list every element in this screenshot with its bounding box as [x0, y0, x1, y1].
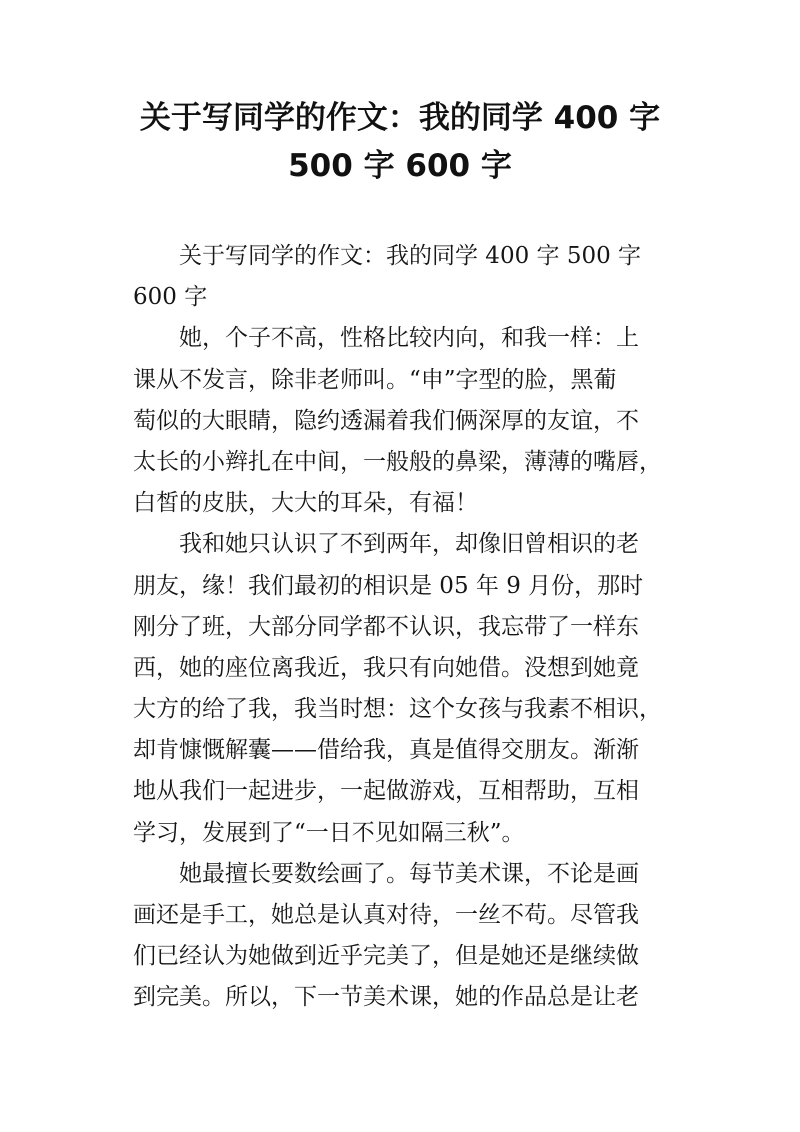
paragraph-2-line-5: 白皙的皮肤，大大的耳朵，有福！ [133, 490, 478, 517]
paragraph-3-line-6: 却肯慷慨解囊——借给我，真是值得交朋友。渐渐 [133, 737, 639, 764]
paragraph-1-line-2: 600 字 [133, 284, 208, 311]
paragraph-3-line-7: 地从我们一起进步，一起做游戏，互相帮助，互相 [133, 778, 639, 805]
paragraph-3-line-5: 大方的给了我，我当时想：这个女孩与我素不相识， [133, 696, 662, 723]
paragraph-3-line-2: 朋友，缘！我们最初的相识是 05 年 9 月份，那时 [133, 572, 644, 599]
paragraph-2-line-3: 萄似的大眼睛，隐约透漏着我们俩深厚的友谊，不 [133, 407, 639, 434]
paragraph-3-line-3: 刚分了班，大部分同学都不认识，我忘带了一样东 [133, 613, 639, 640]
paragraph-1-line-1: 关于写同学的作文：我的同学 400 字 500 字 [179, 243, 642, 269]
paragraph-4-line-4: 到完美。所以，下一节美术课，她的作品总是让老 [133, 984, 639, 1011]
title-line-1: 关于写同学的作文：我的同学 400 字 [139, 100, 661, 136]
paragraph-2-line-4: 太长的小辫扎在中间，一般般的鼻梁，薄薄的嘴唇， [133, 448, 662, 475]
paragraph-2-line-2: 课从不发言，除非老师叫。“申”字型的脸，黑葡 [133, 366, 617, 393]
paragraph-4-line-1: 她最擅长要数绘画了。每节美术课，不论是画 [179, 860, 639, 887]
document-body [133, 236, 673, 1019]
paragraph-2-line-1: 她，个子不高，性格比较内向，和我一样：上 [179, 325, 639, 352]
paragraph-3-line-1: 我和她只认识了不到两年，却像旧曾相识的老 [179, 531, 639, 558]
document-title [60, 94, 740, 190]
paragraph-3-line-8: 学习，发展到了“一日不见如隔三秋”。 [133, 819, 525, 846]
title-line-2: 500 字 600 字 [288, 148, 512, 184]
paragraph-4-line-2: 画还是手工，她总是认真对待，一丝不苟。尽管我 [133, 902, 639, 928]
paragraph-3-line-4: 西，她的座位离我近，我只有向她借。没想到她竟 [133, 654, 639, 681]
paragraph-4-line-3: 们已经认为她做到近乎完美了，但是她还是继续做 [133, 943, 639, 970]
